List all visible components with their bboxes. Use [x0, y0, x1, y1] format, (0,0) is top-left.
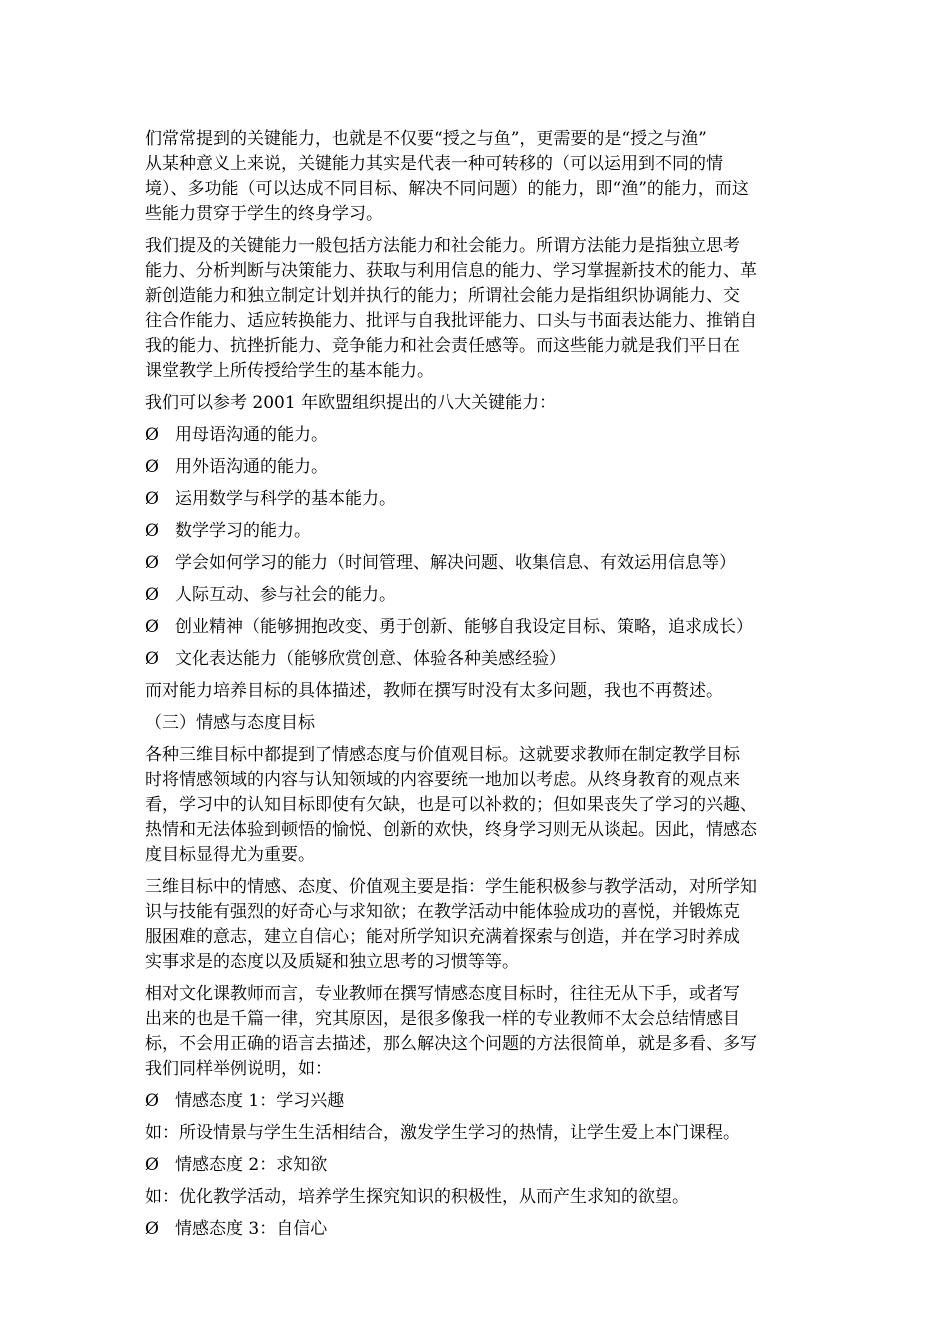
list-item: [145, 423, 815, 448]
text-line: 我们同样举例说明，如：: [145, 1059, 332, 1079]
text-line: 实事求是的态度以及质疑和独立思考的习惯等等。: [145, 952, 519, 972]
text-line: 从某种意义上来说，关键能力其实是代表一种可转移的（可以运用到不同的情: [145, 154, 723, 174]
list-item-text: 创业精神（能够拥抱改变、勇于创新、能够自我设定目标、策略，追求成长）: [175, 617, 753, 637]
text-line: 相对文化课教师而言，专业教师在撰写情感态度目标时，往往无从下手，或者写: [145, 984, 740, 1004]
paragraph-key-competence-intro: [145, 127, 815, 227]
list-item-text: 情感态度 3：自信心: [175, 1219, 328, 1239]
paragraph-affective-importance: [145, 743, 815, 868]
text-line: 度目标显得尤为重要。: [145, 845, 315, 865]
competency-list: [145, 423, 815, 672]
list-item: [145, 583, 815, 608]
text-line: 们常常提到的关键能力，也就是不仅要“授之与鱼”，更需要的是“授之与渔”: [145, 129, 707, 149]
list-item-text: 文化表达能力（能够欣赏创意、体验各种美感经验）: [175, 649, 566, 669]
list-item-text: 情感态度 1：学习兴趣: [175, 1091, 345, 1111]
text-line: 时将情感领域的内容与认知领域的内容要统一地加以考虑。从终身教育的观点来: [145, 770, 740, 790]
text-line: 课堂教学上所传授给学生的基本能力。: [145, 361, 434, 381]
list-item: [145, 487, 815, 512]
bullet-mark: Ø: [145, 649, 159, 669]
text-line: 新创造能力和独立制定计划并执行的能力；所谓社会能力是指组织协调能力、交: [145, 286, 740, 306]
list-item-text: 运用数学与科学的基本能力。: [175, 489, 396, 509]
document-page: [145, 127, 815, 1249]
bullet-mark: Ø: [145, 425, 159, 445]
list-item: [145, 647, 815, 672]
list-item: [145, 551, 815, 576]
bullet-mark: Ø: [145, 585, 159, 605]
text-line: 服困难的意志，建立自信心；能对所学知识充满着探索与创造，并在学习时养成: [145, 927, 740, 947]
list-item-text: 用母语沟通的能力。: [175, 425, 328, 445]
text-line: 我们可以参考 2001 年欧盟组织提出的八大关键能力：: [145, 393, 557, 413]
text-line: 热情和无法体验到顿悟的愉悦、创新的欢快，终身学习则无从谈起。因此，情感态: [145, 820, 757, 840]
list-item: [145, 615, 815, 640]
paragraph-affective-definition: [145, 875, 815, 975]
text-line: 我的能力、抗挫折能力、竞争能力和社会责任感等。而这些能力就是我们平日在: [145, 336, 740, 356]
bullet-mark: Ø: [145, 1155, 159, 1175]
paragraph-method-social-ability: [145, 234, 815, 384]
bullet-mark: Ø: [145, 1219, 159, 1239]
list-item: [145, 1217, 815, 1242]
text-line: 三维目标中的情感、态度、价值观主要是指：学生能积极参与教学活动，对所学知: [145, 877, 757, 897]
list-item: [145, 1153, 815, 1178]
list-item-text: 学会如何学习的能力（时间管理、解决问题、收集信息、有效运用信息等）: [175, 553, 736, 573]
example-text: [145, 1121, 815, 1146]
text-line: 出来的也是千篇一律，究其原因，是很多像我一样的专业教师不太会总结情感目: [145, 1009, 740, 1029]
text-line: 能力、分析判断与决策能力、获取与利用信息的能力、学习掌握新技术的能力、革: [145, 261, 757, 281]
section-heading-affective-goals: （三）情感与态度目标: [145, 713, 315, 733]
text-line: 如：所设情景与学生生活相结合，激发学生学习的热情，让学生爱上本门课程。: [145, 1123, 740, 1143]
bullet-mark: Ø: [145, 457, 159, 477]
text-line: 而对能力培养目标的具体描述，教师在撰写时没有太多问题，我也不再赘述。: [145, 681, 723, 701]
bullet-mark: Ø: [145, 553, 159, 573]
text-line: 标，不会用正确的语言去描述，那么解决这个问题的方法很简单，就是多看、多写: [145, 1034, 757, 1054]
list-item-text: 人际互动、参与社会的能力。: [175, 585, 396, 605]
bullet-mark: Ø: [145, 617, 159, 637]
example-text: [145, 1185, 815, 1210]
list-item-text: 数学学习的能力。: [175, 521, 311, 541]
bullet-mark: Ø: [145, 489, 159, 509]
text-line: 境）、多功能（可以达成不同目标、解决不同问题）的能力，即“渔”的能力，而这: [145, 179, 749, 199]
bullet-mark: Ø: [145, 1091, 159, 1111]
list-item-text: 用外语沟通的能力。: [175, 457, 328, 477]
list-item: [145, 1089, 815, 1114]
list-item-text: 情感态度 2：求知欲: [175, 1155, 328, 1175]
text-line: 些能力贯穿于学生的终身学习。: [145, 204, 383, 224]
text-line: 我们提及的关键能力一般包括方法能力和社会能力。所谓方法能力是指独立思考: [145, 236, 740, 256]
text-line: 各种三维目标中都提到了情感态度与价值观目标。这就要求教师在制定教学目标: [145, 745, 740, 765]
list-item: [145, 519, 815, 544]
text-line: 识与技能有强烈的好奇心与求知欲；在教学活动中能体验成功的喜悦，并锻炼克: [145, 902, 740, 922]
paragraph-eu-reference: [145, 391, 815, 416]
paragraph-writing-advice: [145, 982, 815, 1082]
paragraph-ability-goal-note: [145, 679, 815, 704]
text-line: 看，学习中的认知目标即使有欠缺，也是可以补救的；但如果丧失了学习的兴趣、: [145, 795, 757, 815]
list-item: [145, 455, 815, 480]
text-line: 往合作能力、适应转换能力、批评与自我批评能力、口头与书面表达能力、推销自: [145, 311, 757, 331]
bullet-mark: Ø: [145, 521, 159, 541]
text-line: 如：优化教学活动，培养学生探究知识的积极性，从而产生求知的欲望。: [145, 1187, 689, 1207]
